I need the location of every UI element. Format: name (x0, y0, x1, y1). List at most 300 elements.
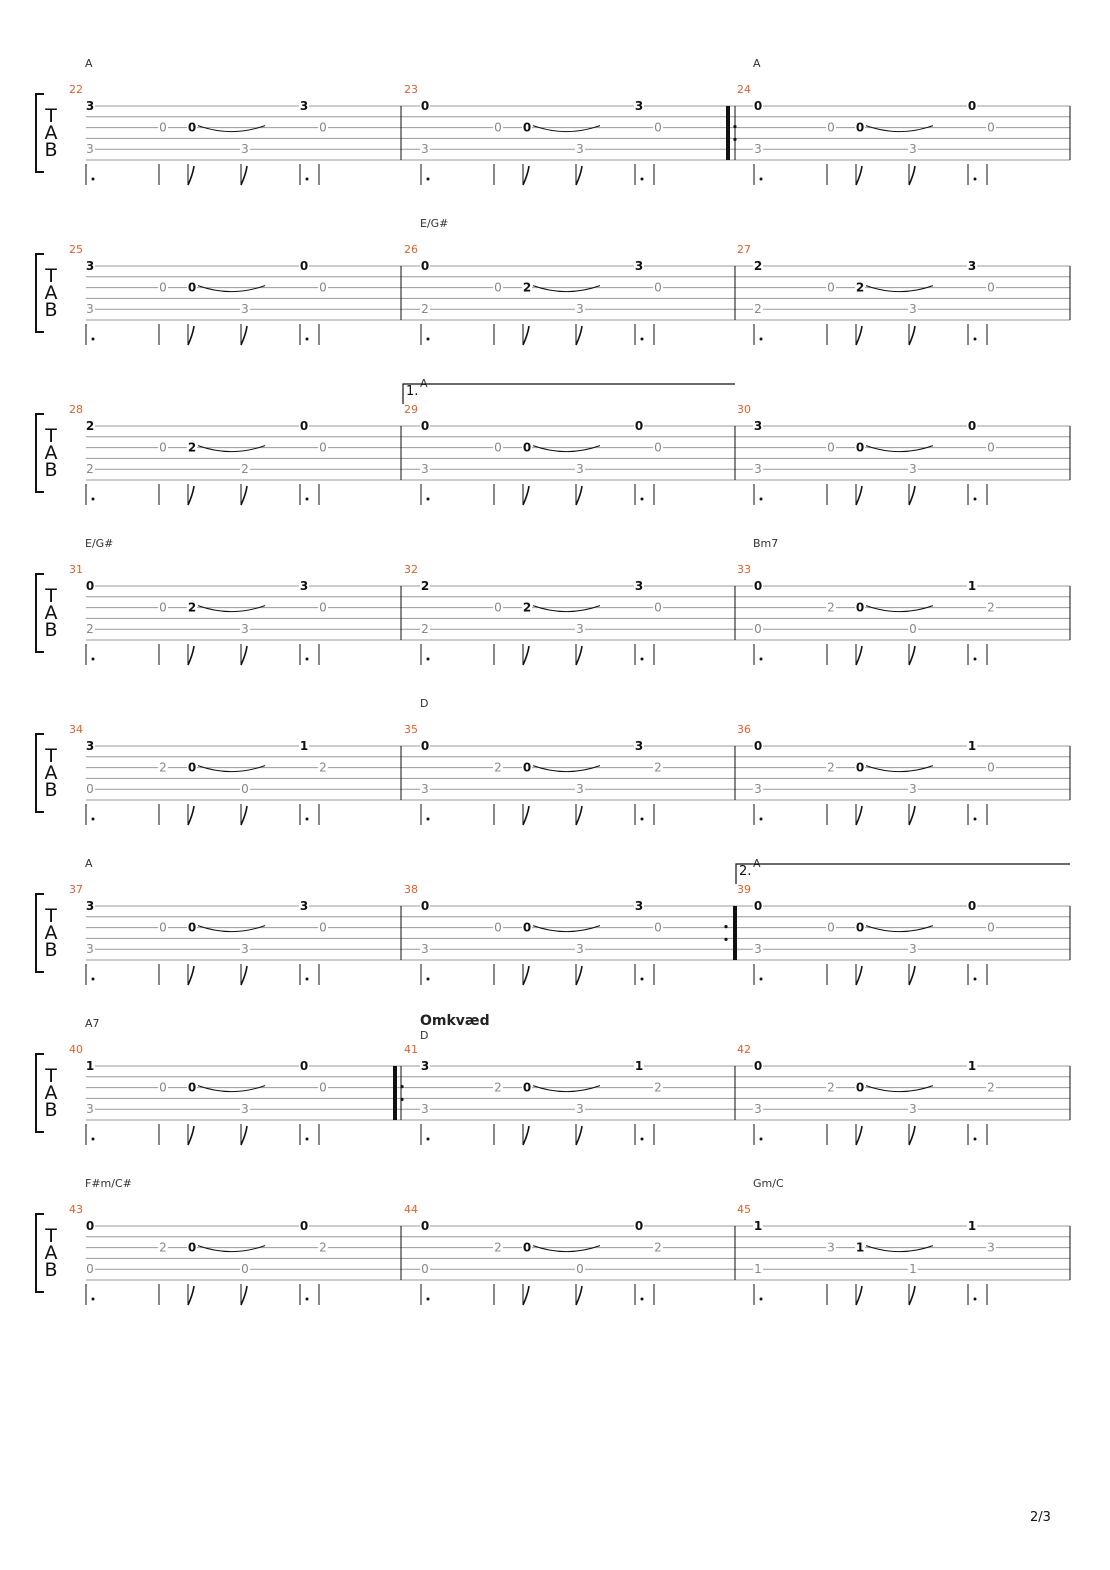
fret-number: 3 (634, 579, 644, 593)
dot-rhythm (974, 978, 977, 981)
fret-number: 0 (319, 280, 327, 295)
dot-rhythm (427, 338, 430, 341)
note-flag (523, 1286, 529, 1305)
tie-arc (198, 606, 265, 612)
measure-number: 39 (737, 883, 751, 896)
note-flag (576, 486, 582, 505)
system-bracket (36, 574, 44, 652)
fret-number: 0 (987, 760, 995, 775)
fret-number: 1 (753, 1219, 763, 1233)
note-flag (909, 646, 915, 665)
tie-arc (866, 926, 933, 932)
fret-number: 0 (319, 920, 327, 935)
repeat-dot (733, 138, 736, 141)
fret-number: 3 (85, 99, 95, 113)
chord-name: Bm7 (753, 537, 779, 550)
fret-number: 0 (827, 440, 835, 455)
measure-number: 34 (69, 723, 83, 736)
chord-name: Gm/C (753, 1177, 784, 1190)
dot-rhythm (427, 1298, 430, 1301)
measure-number: 29 (404, 403, 418, 416)
fret-number: 2 (494, 760, 502, 775)
fret-number: 0 (299, 1219, 309, 1233)
fret-number: 0 (187, 1080, 197, 1095)
fret-number: 2 (654, 1080, 662, 1095)
tie-arc (198, 1086, 265, 1092)
measure-number: 35 (404, 723, 418, 736)
fret-number: 2 (827, 600, 835, 615)
chord-name: D (420, 697, 429, 710)
dot-rhythm (427, 818, 430, 821)
fret-number: 0 (299, 1059, 309, 1073)
fret-number: 3 (299, 99, 309, 113)
tie-arc (533, 1086, 600, 1092)
fret-number: 0 (522, 440, 532, 455)
measure-number: 38 (404, 883, 418, 896)
note-flag (576, 966, 582, 985)
fret-number: 3 (754, 462, 762, 477)
fret-number: 3 (241, 1102, 249, 1117)
fret-number: 3 (909, 302, 917, 317)
note-flag (523, 806, 529, 825)
note-flag (909, 166, 915, 185)
note-flag (241, 806, 247, 825)
fret-number: 0 (967, 419, 977, 433)
fret-number: 0 (753, 99, 763, 113)
note-flag (523, 1126, 529, 1145)
fret-number: 3 (576, 302, 584, 317)
fret-number: 0 (420, 419, 430, 433)
fret-number: 0 (187, 920, 197, 935)
tie-arc (533, 1246, 600, 1252)
fret-number: 0 (855, 760, 865, 775)
fret-number: 3 (634, 899, 644, 913)
tab-clef-letter: T (45, 905, 57, 927)
repeat-dot (400, 1098, 403, 1101)
dot-rhythm (974, 498, 977, 501)
fret-number: 0 (159, 120, 167, 135)
fret-number: 0 (654, 440, 662, 455)
note-flag (188, 1286, 194, 1305)
fret-number: 0 (753, 579, 763, 593)
fret-number: 3 (86, 1102, 94, 1117)
note-flag (188, 966, 194, 985)
tie-arc (866, 126, 933, 132)
fret-number: 0 (987, 120, 995, 135)
fret-number: 0 (494, 280, 502, 295)
fret-number: 0 (522, 760, 532, 775)
fret-number: 0 (827, 280, 835, 295)
tab-clef-letter: A (44, 122, 58, 144)
dot-rhythm (760, 1298, 763, 1301)
fret-number: 0 (522, 1240, 532, 1255)
fret-number: 3 (634, 99, 644, 113)
fret-number: 2 (855, 280, 865, 295)
chord-name: A (753, 57, 761, 70)
tie-arc (866, 766, 933, 772)
fret-number: 2 (319, 1240, 327, 1255)
fret-number: 0 (241, 782, 249, 797)
note-flag (523, 966, 529, 985)
tab-clef-letter: B (44, 619, 58, 641)
fret-number: 0 (420, 99, 430, 113)
fret-number: 0 (522, 1080, 532, 1095)
fret-number: 2 (754, 302, 762, 317)
note-flag (523, 646, 529, 665)
system-bracket (36, 414, 44, 492)
measure-number: 27 (737, 243, 751, 256)
measure-number: 26 (404, 243, 418, 256)
tab-clef-letter: T (45, 105, 57, 127)
fret-number: 3 (576, 942, 584, 957)
dot-rhythm (760, 978, 763, 981)
fret-number: 0 (319, 1080, 327, 1095)
volta-number: 1. (406, 384, 419, 399)
fret-number: 0 (855, 920, 865, 935)
tab-clef-letter: A (44, 602, 58, 624)
fret-number: 0 (85, 1219, 95, 1233)
fret-number: 0 (654, 920, 662, 935)
fret-number: 0 (634, 419, 644, 433)
chord-name: D (420, 1029, 429, 1042)
note-flag (576, 806, 582, 825)
dot-rhythm (641, 1298, 644, 1301)
fret-number: 0 (576, 1262, 584, 1277)
tie-arc (533, 606, 600, 612)
fret-number: 0 (654, 120, 662, 135)
fret-number: 0 (420, 1219, 430, 1233)
note-flag (856, 326, 862, 345)
fret-number: 0 (187, 280, 197, 295)
fret-number: 2 (753, 259, 763, 273)
tie-arc (533, 286, 600, 292)
dot-rhythm (306, 1298, 309, 1301)
dot-rhythm (974, 818, 977, 821)
note-flag (188, 1126, 194, 1145)
tab-clef-letter: B (44, 139, 58, 161)
fret-number: 3 (241, 142, 249, 157)
fret-number: 3 (576, 782, 584, 797)
note-flag (576, 166, 582, 185)
fret-number: 0 (754, 622, 762, 637)
fret-number: 2 (241, 462, 249, 477)
dot-rhythm (760, 178, 763, 181)
dot-rhythm (306, 818, 309, 821)
fret-number: 0 (86, 1262, 94, 1277)
fret-number: 3 (241, 622, 249, 637)
fret-number: 3 (86, 942, 94, 957)
dot-rhythm (974, 338, 977, 341)
note-flag (909, 486, 915, 505)
fret-number: 0 (522, 920, 532, 935)
fret-number: 2 (86, 622, 94, 637)
dot-rhythm (306, 978, 309, 981)
chord-name: A (85, 57, 93, 70)
system-bracket (36, 1054, 44, 1132)
note-flag (523, 326, 529, 345)
fret-number: 0 (187, 1240, 197, 1255)
dot-rhythm (92, 178, 95, 181)
dot-rhythm (760, 1138, 763, 1141)
fret-number: 3 (420, 1059, 430, 1073)
fret-number: 0 (494, 920, 502, 935)
fret-number: 3 (754, 782, 762, 797)
tab-clef-letter: T (45, 1065, 57, 1087)
chord-name: A (420, 377, 428, 390)
note-flag (188, 326, 194, 345)
tie-arc (533, 446, 600, 452)
note-flag (576, 326, 582, 345)
fret-number: 0 (855, 440, 865, 455)
fret-number: 0 (855, 1080, 865, 1095)
volta-bracket (403, 384, 735, 404)
fret-number: 2 (159, 1240, 167, 1255)
note-flag (523, 486, 529, 505)
volta-number: 2. (739, 864, 752, 879)
dot-rhythm (974, 178, 977, 181)
tab-clef-letter: T (45, 265, 57, 287)
fret-number: 3 (754, 1102, 762, 1117)
dot-rhythm (427, 498, 430, 501)
fret-number: 1 (909, 1262, 917, 1277)
note-flag (188, 486, 194, 505)
chord-name: F#m/C# (85, 1177, 132, 1190)
fret-number: 3 (634, 259, 644, 273)
dot-rhythm (641, 498, 644, 501)
dot-rhythm (427, 178, 430, 181)
system-bracket (36, 1214, 44, 1292)
fret-number: 3 (421, 1102, 429, 1117)
fret-number: 3 (967, 259, 977, 273)
fret-number: 3 (421, 782, 429, 797)
fret-number: 2 (420, 579, 430, 593)
fret-number: 0 (827, 920, 835, 935)
dot-rhythm (92, 818, 95, 821)
dot-rhythm (974, 658, 977, 661)
tie-arc (533, 766, 600, 772)
fret-number: 2 (494, 1080, 502, 1095)
dot-rhythm (641, 178, 644, 181)
dot-rhythm (760, 338, 763, 341)
fret-number: 2 (421, 302, 429, 317)
fret-number: 0 (494, 600, 502, 615)
fret-number: 0 (634, 1219, 644, 1233)
tie-arc (198, 766, 265, 772)
dot-rhythm (641, 338, 644, 341)
dot-rhythm (641, 978, 644, 981)
measure-number: 44 (404, 1203, 418, 1216)
fret-number: 3 (987, 1240, 995, 1255)
tie-arc (866, 446, 933, 452)
measure-number: 41 (404, 1043, 418, 1056)
fret-number: 0 (654, 280, 662, 295)
tie-arc (533, 126, 600, 132)
fret-number: 0 (241, 1262, 249, 1277)
tab-clef-letter: A (44, 282, 58, 304)
fret-number: 1 (967, 1219, 977, 1233)
tie-arc (866, 1246, 933, 1252)
repeat-thick-bar (733, 906, 737, 960)
note-flag (188, 166, 194, 185)
fret-number: 2 (827, 760, 835, 775)
tab-clef-letter: B (44, 779, 58, 801)
fret-number: 3 (421, 942, 429, 957)
fret-number: 1 (634, 1059, 644, 1073)
fret-number: 3 (85, 739, 95, 753)
fret-number: 0 (159, 440, 167, 455)
fret-number: 2 (827, 1080, 835, 1095)
fret-number: 0 (753, 739, 763, 753)
measure-number: 45 (737, 1203, 751, 1216)
fret-number: 3 (909, 142, 917, 157)
fret-number: 0 (319, 600, 327, 615)
fret-number: 0 (827, 120, 835, 135)
tab-clef-letter: B (44, 1099, 58, 1121)
fret-number: 2 (187, 440, 197, 455)
fret-number: 0 (987, 280, 995, 295)
fret-number: 2 (421, 622, 429, 637)
note-flag (188, 646, 194, 665)
dot-rhythm (92, 1138, 95, 1141)
chord-name: E/G# (420, 217, 449, 230)
note-flag (909, 326, 915, 345)
tie-arc (198, 286, 265, 292)
measure-number: 40 (69, 1043, 83, 1056)
fret-number: 3 (576, 622, 584, 637)
dot-rhythm (974, 1298, 977, 1301)
fret-number: 2 (522, 280, 532, 295)
tab-clef-letter: B (44, 459, 58, 481)
tie-arc (198, 126, 265, 132)
dot-rhythm (760, 658, 763, 661)
fret-number: 3 (85, 259, 95, 273)
fret-number: 1 (967, 739, 977, 753)
measure-number: 37 (69, 883, 83, 896)
measure-number: 23 (404, 83, 418, 96)
system-bracket (36, 894, 44, 972)
fret-number: 0 (987, 920, 995, 935)
fret-number: 2 (654, 760, 662, 775)
fret-number: 3 (576, 1102, 584, 1117)
fret-number: 3 (909, 462, 917, 477)
tie-arc (866, 286, 933, 292)
fret-number: 0 (299, 419, 309, 433)
fret-number: 0 (420, 259, 430, 273)
note-flag (909, 806, 915, 825)
fret-number: 0 (494, 440, 502, 455)
note-flag (856, 966, 862, 985)
tab-clef-letter: A (44, 442, 58, 464)
fret-number: 0 (522, 120, 532, 135)
fret-number: 2 (987, 1080, 995, 1095)
measure-number: 32 (404, 563, 418, 576)
fret-number: 3 (754, 142, 762, 157)
fret-number: 0 (421, 1262, 429, 1277)
tab-clef-letter: T (45, 425, 57, 447)
fret-number: 0 (319, 120, 327, 135)
fret-number: 3 (299, 579, 309, 593)
dot-rhythm (427, 658, 430, 661)
tie-arc (198, 926, 265, 932)
fret-number: 3 (241, 942, 249, 957)
fret-number: 0 (420, 739, 430, 753)
tie-arc (866, 1086, 933, 1092)
dot-rhythm (92, 978, 95, 981)
note-flag (241, 486, 247, 505)
fret-number: 3 (576, 462, 584, 477)
repeat-dot (733, 125, 736, 128)
fret-number: 2 (522, 600, 532, 615)
fret-number: 1 (855, 1240, 865, 1255)
dot-rhythm (306, 178, 309, 181)
fret-number: 2 (85, 419, 95, 433)
measure-number: 25 (69, 243, 83, 256)
fret-number: 0 (319, 440, 327, 455)
dot-rhythm (427, 978, 430, 981)
fret-number: 1 (754, 1262, 762, 1277)
fret-number: 0 (654, 600, 662, 615)
tie-arc (198, 1246, 265, 1252)
dot-rhythm (306, 658, 309, 661)
tab-clef-letter: A (44, 1242, 58, 1264)
measure-number: 24 (737, 83, 751, 96)
repeat-dot (400, 1085, 403, 1088)
note-flag (909, 966, 915, 985)
fret-number: 2 (494, 1240, 502, 1255)
note-flag (241, 966, 247, 985)
fret-number: 3 (909, 942, 917, 957)
fret-number: 0 (494, 120, 502, 135)
dot-rhythm (92, 498, 95, 501)
fret-number: 0 (159, 920, 167, 935)
note-flag (909, 1126, 915, 1145)
fret-number: 2 (187, 600, 197, 615)
note-flag (241, 1126, 247, 1145)
fret-number: 0 (159, 600, 167, 615)
note-flag (856, 1126, 862, 1145)
tab-clef-letter: A (44, 922, 58, 944)
note-flag (909, 1286, 915, 1305)
chord-name: A (85, 857, 93, 870)
fret-number: 2 (319, 760, 327, 775)
tab-clef-letter: B (44, 1259, 58, 1281)
dot-rhythm (92, 658, 95, 661)
fret-number: 0 (753, 1059, 763, 1073)
measure-number: 22 (69, 83, 83, 96)
fret-number: 0 (159, 280, 167, 295)
fret-number: 0 (967, 99, 977, 113)
fret-number: 3 (421, 462, 429, 477)
tie-arc (866, 606, 933, 612)
fret-number: 2 (654, 1240, 662, 1255)
tab-clef-letter: B (44, 299, 58, 321)
fret-number: 3 (909, 782, 917, 797)
measure-number: 33 (737, 563, 751, 576)
note-flag (188, 806, 194, 825)
fret-number: 0 (909, 622, 917, 637)
measure-number: 30 (737, 403, 751, 416)
tie-arc (198, 446, 265, 452)
fret-number: 3 (827, 1240, 835, 1255)
note-flag (856, 166, 862, 185)
repeat-dot (724, 938, 727, 941)
note-flag (241, 1286, 247, 1305)
measure-number: 31 (69, 563, 83, 576)
fret-number: 2 (159, 760, 167, 775)
dot-rhythm (427, 1138, 430, 1141)
tab-clef-letter: B (44, 939, 58, 961)
dot-rhythm (306, 1138, 309, 1141)
